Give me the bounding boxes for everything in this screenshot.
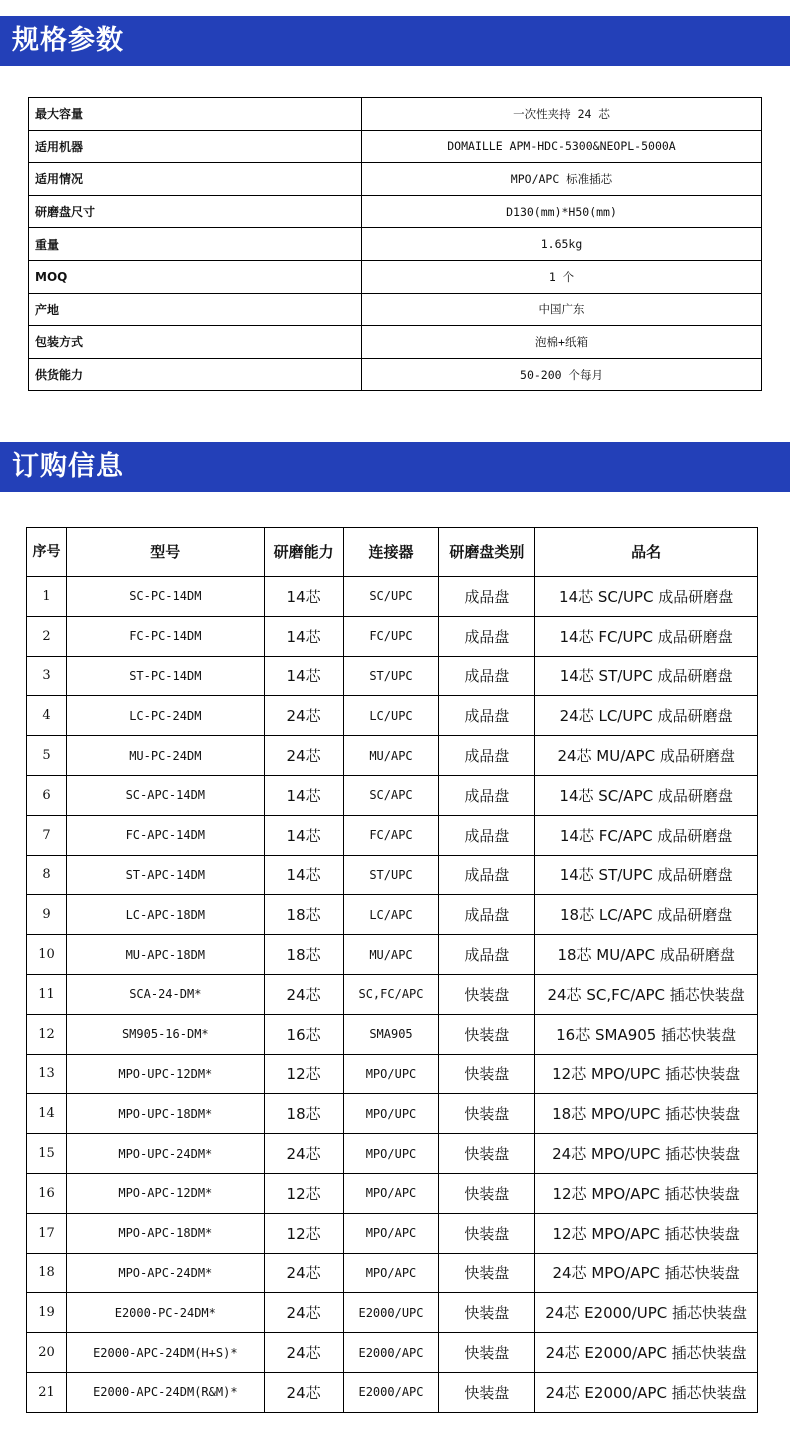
cell-capacity: 18芯 — [264, 935, 343, 975]
cell-connector: FC/UPC — [343, 616, 439, 656]
cell-index: 13 — [27, 1054, 67, 1094]
cell-product-name: 24芯 E2000/APC 插芯快装盘 — [535, 1333, 758, 1373]
cell-disc-type: 成品盘 — [439, 855, 535, 895]
header-product-name: 品名 — [535, 528, 758, 577]
cell-connector: ST/UPC — [343, 855, 439, 895]
cell-model: MPO-APC-12DM* — [66, 1173, 264, 1213]
cell-index: 15 — [27, 1134, 67, 1174]
cell-disc-type: 快装盘 — [439, 1333, 535, 1373]
cell-disc-type: 成品盘 — [439, 895, 535, 935]
table-row — [27, 1213, 758, 1253]
table-row — [27, 855, 758, 895]
table-row — [27, 1134, 758, 1174]
cell-capacity: 24芯 — [264, 1253, 343, 1293]
spec-row — [29, 98, 762, 131]
cell-model: ST-APC-14DM — [66, 855, 264, 895]
header-connector: 连接器 — [343, 528, 439, 577]
cell-model: MU-APC-18DM — [66, 935, 264, 975]
spec-table — [28, 97, 762, 391]
spec-key: 最大容量 — [29, 98, 362, 131]
cell-capacity: 24芯 — [264, 736, 343, 776]
cell-capacity: 24芯 — [264, 696, 343, 736]
spec-section-title: 规格参数 — [0, 16, 790, 66]
table-row — [27, 1333, 758, 1373]
cell-connector: LC/UPC — [343, 696, 439, 736]
spec-row — [29, 228, 762, 261]
cell-product-name: 12芯 MPO/APC 插芯快装盘 — [535, 1213, 758, 1253]
cell-connector: MPO/UPC — [343, 1054, 439, 1094]
cell-disc-type: 成品盘 — [439, 935, 535, 975]
cell-disc-type: 成品盘 — [439, 815, 535, 855]
cell-index: 18 — [27, 1253, 67, 1293]
cell-index: 2 — [27, 616, 67, 656]
cell-model: E2000-APC-24DM(H+S)* — [66, 1333, 264, 1373]
cell-connector: SMA905 — [343, 1014, 439, 1054]
cell-disc-type: 快装盘 — [439, 1213, 535, 1253]
cell-connector: MPO/UPC — [343, 1134, 439, 1174]
cell-disc-type: 快装盘 — [439, 1173, 535, 1213]
table-row — [27, 815, 758, 855]
cell-capacity: 18芯 — [264, 1094, 343, 1134]
cell-capacity: 14芯 — [264, 775, 343, 815]
spec-value: 1.65kg — [362, 228, 762, 261]
table-row — [27, 656, 758, 696]
cell-product-name: 14芯 ST/UPC 成品研磨盘 — [535, 656, 758, 696]
spec-row — [29, 293, 762, 326]
cell-disc-type: 快装盘 — [439, 1293, 535, 1333]
cell-connector: ST/UPC — [343, 656, 439, 696]
cell-disc-type: 成品盘 — [439, 736, 535, 776]
cell-index: 7 — [27, 815, 67, 855]
cell-capacity: 14芯 — [264, 577, 343, 617]
order-table — [26, 527, 758, 1413]
cell-disc-type: 快装盘 — [439, 974, 535, 1014]
cell-index: 21 — [27, 1372, 67, 1412]
cell-product-name: 14芯 FC/APC 成品研磨盘 — [535, 815, 758, 855]
cell-index: 3 — [27, 656, 67, 696]
cell-capacity: 14芯 — [264, 616, 343, 656]
cell-index: 20 — [27, 1333, 67, 1373]
cell-model: LC-APC-18DM — [66, 895, 264, 935]
cell-model: SC-PC-14DM — [66, 577, 264, 617]
table-row — [27, 736, 758, 776]
spec-value: 一次性夹持 24 芯 — [362, 98, 762, 131]
cell-capacity: 12芯 — [264, 1173, 343, 1213]
cell-disc-type: 成品盘 — [439, 775, 535, 815]
cell-model: SM905-16-DM* — [66, 1014, 264, 1054]
cell-model: SCA-24-DM* — [66, 974, 264, 1014]
cell-index: 6 — [27, 775, 67, 815]
spec-key: 重量 — [29, 228, 362, 261]
spec-value: 泡棉+纸箱 — [362, 326, 762, 359]
spec-row — [29, 358, 762, 391]
spec-key: MOQ — [29, 260, 362, 293]
cell-product-name: 12芯 MPO/APC 插芯快装盘 — [535, 1173, 758, 1213]
cell-connector: MU/APC — [343, 935, 439, 975]
cell-disc-type: 快装盘 — [439, 1253, 535, 1293]
cell-connector: SC/UPC — [343, 577, 439, 617]
table-row — [27, 974, 758, 1014]
cell-model: MPO-APC-18DM* — [66, 1213, 264, 1253]
cell-product-name: 16芯 SMA905 插芯快装盘 — [535, 1014, 758, 1054]
cell-model: ST-PC-14DM — [66, 656, 264, 696]
cell-model: FC-PC-14DM — [66, 616, 264, 656]
cell-product-name: 24芯 SC,FC/APC 插芯快装盘 — [535, 974, 758, 1014]
cell-capacity: 14芯 — [264, 855, 343, 895]
cell-capacity: 24芯 — [264, 1293, 343, 1333]
table-row — [27, 1293, 758, 1333]
cell-index: 16 — [27, 1173, 67, 1213]
cell-capacity: 16芯 — [264, 1014, 343, 1054]
cell-product-name: 24芯 E2000/APC 插芯快装盘 — [535, 1372, 758, 1412]
cell-product-name: 14芯 FC/UPC 成品研磨盘 — [535, 616, 758, 656]
spec-value: 50-200 个每月 — [362, 358, 762, 391]
cell-capacity: 12芯 — [264, 1213, 343, 1253]
cell-disc-type: 成品盘 — [439, 616, 535, 656]
spec-row — [29, 195, 762, 228]
cell-capacity: 24芯 — [264, 1333, 343, 1373]
cell-capacity: 24芯 — [264, 1134, 343, 1174]
cell-index: 5 — [27, 736, 67, 776]
cell-product-name: 18芯 LC/APC 成品研磨盘 — [535, 895, 758, 935]
cell-model: MPO-UPC-18DM* — [66, 1094, 264, 1134]
spec-row — [29, 260, 762, 293]
cell-index: 14 — [27, 1094, 67, 1134]
cell-model: MPO-UPC-12DM* — [66, 1054, 264, 1094]
order-header-row — [27, 528, 758, 577]
cell-capacity: 24芯 — [264, 1372, 343, 1412]
cell-model: E2000-APC-24DM(R&M)* — [66, 1372, 264, 1412]
cell-connector: MPO/APC — [343, 1253, 439, 1293]
cell-index: 19 — [27, 1293, 67, 1333]
cell-disc-type: 快装盘 — [439, 1054, 535, 1094]
spec-value: D130(mm)*H50(mm) — [362, 195, 762, 228]
spec-key: 适用机器 — [29, 130, 362, 163]
cell-connector: E2000/APC — [343, 1372, 439, 1412]
cell-index: 11 — [27, 974, 67, 1014]
cell-connector: MPO/APC — [343, 1173, 439, 1213]
table-row — [27, 935, 758, 975]
cell-product-name: 24芯 MPO/UPC 插芯快装盘 — [535, 1134, 758, 1174]
cell-connector: LC/APC — [343, 895, 439, 935]
cell-index: 8 — [27, 855, 67, 895]
cell-index: 4 — [27, 696, 67, 736]
cell-connector: SC,FC/APC — [343, 974, 439, 1014]
cell-model: E2000-PC-24DM* — [66, 1293, 264, 1333]
cell-product-name: 24芯 LC/UPC 成品研磨盘 — [535, 696, 758, 736]
cell-index: 10 — [27, 935, 67, 975]
spec-value: 1 个 — [362, 260, 762, 293]
cell-disc-type: 快装盘 — [439, 1134, 535, 1174]
cell-index: 17 — [27, 1213, 67, 1253]
cell-index: 9 — [27, 895, 67, 935]
cell-product-name: 24芯 MPO/APC 插芯快装盘 — [535, 1253, 758, 1293]
spec-key: 适用情况 — [29, 163, 362, 196]
cell-model: MPO-APC-24DM* — [66, 1253, 264, 1293]
cell-disc-type: 快装盘 — [439, 1094, 535, 1134]
table-row — [27, 895, 758, 935]
table-row — [27, 1173, 758, 1213]
cell-index: 12 — [27, 1014, 67, 1054]
cell-capacity: 14芯 — [264, 656, 343, 696]
cell-capacity: 12芯 — [264, 1054, 343, 1094]
cell-product-name: 14芯 ST/UPC 成品研磨盘 — [535, 855, 758, 895]
table-row — [27, 1014, 758, 1054]
spec-value: MPO/APC 标准插芯 — [362, 163, 762, 196]
cell-capacity: 18芯 — [264, 895, 343, 935]
cell-model: FC-APC-14DM — [66, 815, 264, 855]
cell-model: MU-PC-24DM — [66, 736, 264, 776]
cell-product-name: 14芯 SC/APC 成品研磨盘 — [535, 775, 758, 815]
cell-disc-type: 快装盘 — [439, 1372, 535, 1412]
cell-disc-type: 快装盘 — [439, 1014, 535, 1054]
cell-model: SC-APC-14DM — [66, 775, 264, 815]
cell-model: MPO-UPC-24DM* — [66, 1134, 264, 1174]
spec-row — [29, 326, 762, 359]
cell-product-name: 12芯 MPO/UPC 插芯快装盘 — [535, 1054, 758, 1094]
cell-product-name: 18芯 MU/APC 成品研磨盘 — [535, 935, 758, 975]
table-row — [27, 1253, 758, 1293]
cell-product-name: 24芯 MU/APC 成品研磨盘 — [535, 736, 758, 776]
spec-value: 中国广东 — [362, 293, 762, 326]
cell-disc-type: 成品盘 — [439, 577, 535, 617]
spec-value: DOMAILLE APM-HDC-5300&NEOPL-5000A — [362, 130, 762, 163]
cell-capacity: 24芯 — [264, 974, 343, 1014]
table-row — [27, 616, 758, 656]
table-row — [27, 1054, 758, 1094]
cell-connector: FC/APC — [343, 815, 439, 855]
spec-key: 供货能力 — [29, 358, 362, 391]
spec-row — [29, 130, 762, 163]
cell-connector: E2000/APC — [343, 1333, 439, 1373]
cell-disc-type: 成品盘 — [439, 696, 535, 736]
table-row — [27, 1372, 758, 1412]
cell-connector: MU/APC — [343, 736, 439, 776]
cell-connector: MPO/UPC — [343, 1094, 439, 1134]
cell-product-name: 18芯 MPO/UPC 插芯快装盘 — [535, 1094, 758, 1134]
header-index: 序号 — [27, 528, 67, 577]
header-capacity: 研磨能力 — [264, 528, 343, 577]
cell-connector: SC/APC — [343, 775, 439, 815]
cell-connector: E2000/UPC — [343, 1293, 439, 1333]
spec-row — [29, 163, 762, 196]
cell-model: LC-PC-24DM — [66, 696, 264, 736]
cell-capacity: 14芯 — [264, 815, 343, 855]
cell-index: 1 — [27, 577, 67, 617]
spec-key: 研磨盘尺寸 — [29, 195, 362, 228]
cell-connector: MPO/APC — [343, 1213, 439, 1253]
spec-key: 包装方式 — [29, 326, 362, 359]
order-table-body — [27, 577, 758, 1413]
cell-disc-type: 成品盘 — [439, 656, 535, 696]
order-section-title: 订购信息 — [0, 442, 790, 492]
spec-table-body — [29, 98, 762, 391]
table-row — [27, 775, 758, 815]
table-row — [27, 696, 758, 736]
header-model: 型号 — [66, 528, 264, 577]
header-disc-type: 研磨盘类别 — [439, 528, 535, 577]
cell-product-name: 24芯 E2000/UPC 插芯快装盘 — [535, 1293, 758, 1333]
cell-product-name: 14芯 SC/UPC 成品研磨盘 — [535, 577, 758, 617]
spec-key: 产地 — [29, 293, 362, 326]
table-row — [27, 1094, 758, 1134]
table-row — [27, 577, 758, 617]
